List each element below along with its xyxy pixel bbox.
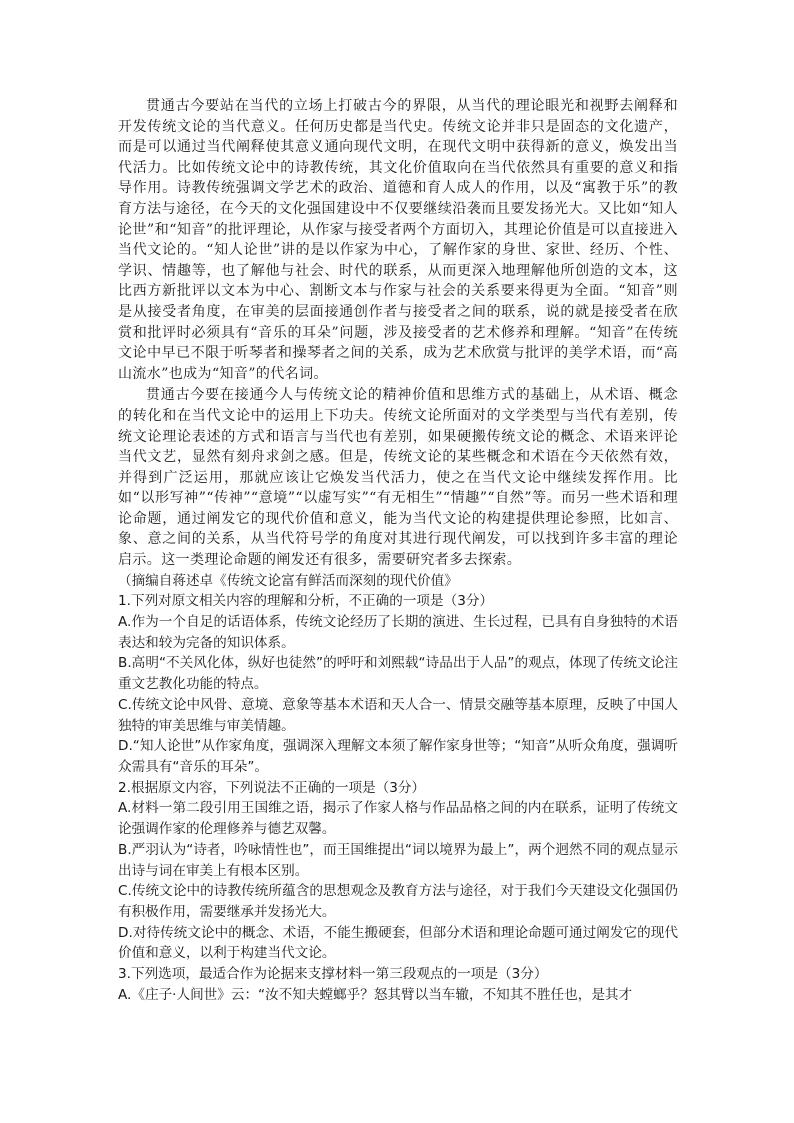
article-source: （摘编自蒋述卓《传统文论富有鲜活而深刻的现代价值》 (118, 572, 458, 589)
questions-section (118, 571, 678, 1006)
question-1-option-c: C.传统文论中风骨、意境、意象等基本术语和天人合一、情景交融等基本原理，反映了中国人独特的审美思维与审美情趣。 (118, 696, 678, 734)
article-paragraph-2: 贯通古今要在接通今人与传统文论的精神价值和思维方式的基础上，从术语、概念的转化和在当代文论中的运用上下功夫。传统文论所面对的文学类型与当代有差别，传统文论理论表述的方式和语言与当代也有差别，如果硬搬传统文论的概念、术语来评论当代文艺，显然有刻舟求剑之感。但是，传统文论的某些概念和术语在今天依然有效，并得到广泛运用，那就应该让它焕发当代活力，使之在当代文论中继续发挥作用。比如“以形写神”“传神”“意境”“以虚写实”“有无相生”“情趣”“自然”等。而另一些术语和理论命题，通过阐发它的现代价值和意义，能为当代文论的构建提供理论参照，比如言、象、意之间的关系，从当代符号学的角度对其进行现代阐发，可以找到许多丰富的理论启示。这一类理论命题的阐发还有很多，需要研究者多去探索。 (118, 387, 678, 569)
document-page (118, 96, 678, 1005)
question-1-option-b: B.高明“不关风化体，纵好也徒然”的呼吁和刘熙载“诗品出于人品”的观点，体现了传统文论注重文艺教化功能的特点。 (118, 655, 678, 693)
question-3-option-a: A.《庄子·人间世》云：“汝不知夫螳螂乎？怒其臂以当车辙，不知其不胜任也，是其才 (118, 986, 633, 1003)
question-2-option-a: A.材料一第二段引用王国维之语，揭示了作家人格与作品品格之间的内在联系，证明了传统文论强调作家的伦理修养与德艺双馨。 (118, 800, 678, 838)
question-1-stem: 1.下列对原文相关内容的理解和分析，不正确的一项是（3分） (118, 593, 494, 610)
question-2-option-b: B.严羽认为“诗者，吟咏情性也”，而王国维提出“词以境界为最上”，两个迥然不同的观点显示出诗与词在审美上有根本区别。 (118, 841, 678, 879)
question-2-stem: 2.根据原文内容，下列说法不正确的一项是（3分） (118, 779, 426, 796)
question-2-option-c: C.传统文论中的诗教传统所蕴含的思想观念及教育方法与途径，对于我们今天建设文化强国仍有积极作用，需要继承并发扬光大。 (118, 883, 678, 920)
question-3-stem: 3.下列选项，最适合作为论据来支撑材料一第三段观点的一项是（3分） (118, 966, 548, 983)
question-1-option-a: A.作为一个自足的话语体系，传统文论经历了长期的演进、生长过程，已具有自身独特的术语表达和较为完备的知识体系。 (118, 614, 678, 651)
question-1-option-d: D.“知人论世”从作家角度，强调深入理解文本须了解作家身世等；“知音”从听众角度，强调听众需具有“音乐的耳朵”。 (118, 738, 678, 775)
question-2-option-d: D.对待传统文论中的概念、术语，不能生搬硬套，但部分术语和理论命题可通过阐发它的现代价值和意义，以利于构建当代文论。 (118, 924, 678, 962)
article-paragraph-1: 贯通古今要站在当代的立场上打破古今的界限，从当代的理论眼光和视野去阐释和开发传统文论的当代意义。任何历史都是当代史。传统文论并非只是固态的文化遗产，而是可以通过当代阐释使其意义通向现代文明，在现代文明中获得新的意义，焕发出当代活力。比如传统文论中的诗教传统，其文化价值取向在当代依然具有重要的意义和指导作用。诗教传统强调文学艺术的政治、道德和育人成人的作用，以及“寓教于乐”的教育方法与途径，在今天的文化强国建设中不仅要继续沿袭而且要发扬光大。又比如“知人论世”和“知音”的批评理论，从作家与接受者两个方面切入，其理论价值是可以直接进入当代文论的。“知人论世”讲的是以作家为中心，了解作家的身世、家世、经历、个性、学识、情趣等，也了解他与社会、时代的联系，从而更深入地理解他所创造的文本，这比西方新批评以文本为中心、割断文本与作家与社会的关系要来得更为全面。“知音”则是从接受者角度，在审美的层面接通创作者与接受者之间的联系，说的就是接受者在欣赏和批评时必须具有“音乐的耳朵”问题，涉及接受者的艺术修养和理解。“知音”在传统文论中早已不限于听琴者和操琴者之间的关系，成为艺术欣赏与批评的美学术语，而“高山流水”也成为“知音”的代名词。 (118, 98, 678, 382)
